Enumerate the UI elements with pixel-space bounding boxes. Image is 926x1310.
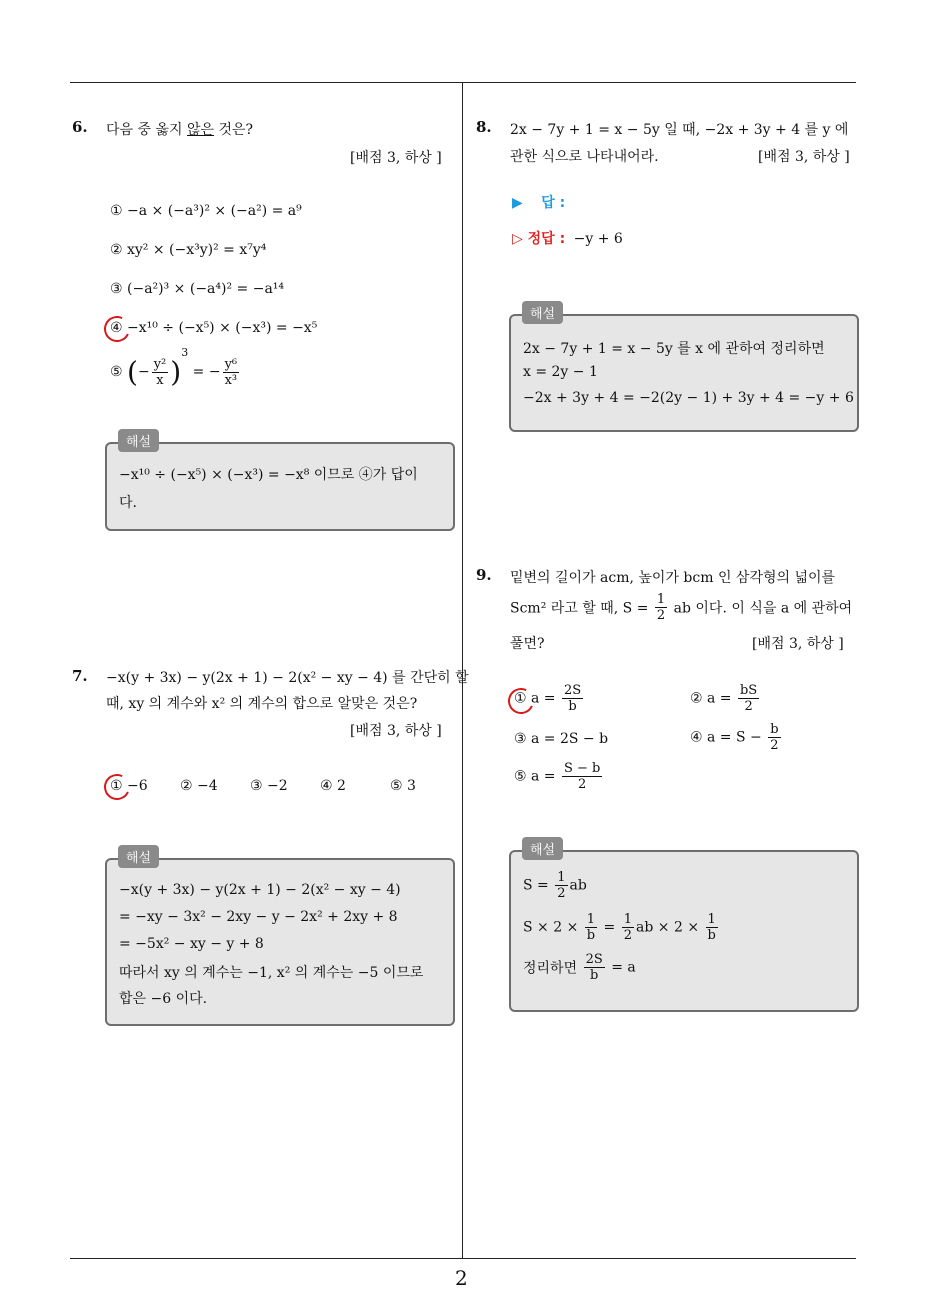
q9-choice-1[interactable]: ① a = $\frac{2S}{b}$ [514,683,582,714]
q7-sol-line-3: = −5x² − xy − y + 8 [119,936,264,952]
q7-question-line-1: −x(y + 3x) − y(2x + 1) − 2(x² − xy − 4) 를 간단히 할 [106,670,469,686]
q9-choice-4[interactable]: ④ a = S − $\frac{b}{2}$ [690,722,779,753]
q6-question: 다음 중 옳지 않은 것은? [106,122,254,138]
q9-sol-line-3: 정리하면 $\frac{2S}{b}$ = a [523,952,636,983]
bottom-rule [70,1258,856,1259]
q8-sol-line-3: −2x + 3y + 4 = −2(2y − 1) + 3y + 4 = −y + 6 [523,390,854,406]
q6-sol-line-2: 다. [119,495,137,511]
q8-answer-label: 답 : [541,195,566,211]
q6-solution-tag: 해설 [118,429,159,452]
q7-sol-line-1: −x(y + 3x) − y(2x + 1) − 2(x² − xy − 4) [119,882,401,898]
q8-question-line-2: 관한 식으로 나타내어라. [510,149,659,165]
q8-correct-value: −y + 6 [573,231,623,247]
q6-choice-3[interactable]: ③ (−a²)³ × (−a⁴)² = −a¹⁴ [110,281,285,297]
q6-choice-2[interactable]: ② xy² × (−x³y)² = x⁷y⁴ [110,242,267,258]
q6-solution-box [105,442,455,531]
q7-sol-line-4: 따라서 xy 의 계수는 −1, x² 의 계수는 −5 이므로 [119,965,424,981]
q9-question-line-3: 풀면? [510,636,545,652]
q9-question-line-1: 밑변의 길이가 acm, 높이가 bcm 인 삼각형의 넓이를 [510,570,836,586]
q6-choice-5[interactable]: ⑤ (− $\frac{\text{y²}}{x}$ )$^3$ = − $\frac{\text{y⁶}}{\text{x³}}$ [110,346,238,389]
top-rule [70,82,856,83]
q7-choice-4[interactable]: ④ 2 [320,778,346,794]
q7-sol-line-5: 합은 −6 이다. [119,991,208,1007]
q7-solution-tag: 해설 [118,845,159,868]
q7-choice-3[interactable]: ③ −2 [250,778,288,794]
answer-arrow-icon: ▶ [512,195,523,211]
q7-choice-5[interactable]: ⑤ 3 [390,778,416,794]
q8-solution-tag: 해설 [522,301,563,324]
q9-sol-line-2: S × 2 × $\frac{1}{b}$ = $\frac{1}{2}$ ab × 2 × $\frac{1}{b}$ [523,912,716,943]
q7-meta: [배점 3, 하상 ] [350,723,442,739]
q6-sol-line-1: −x¹⁰ ÷ (−x⁵) × (−x³) = −x⁸ 이므로 ④가 답이 [119,467,418,483]
q8-question-line-1: 2x − 7y + 1 = x − 5y 일 때, −2x + 3y + 4 를 y 에 [510,122,849,138]
q9-meta: [배점 3, 하상 ] [752,636,844,652]
q8-sol-line-2: x = 2y − 1 [523,364,598,380]
q6-choice-4[interactable]: ④ −x¹⁰ ÷ (−x⁵) × (−x³) = −x⁵ [110,320,318,336]
q7-number: 7. [72,667,88,685]
q8-meta: [배점 3, 하상 ] [758,149,850,165]
q9-sol-line-1: S = $\frac{1}{2}$ ab [523,870,587,901]
q8-solution-box [509,314,859,432]
q7-choice-1[interactable]: ① −6 [110,778,148,794]
q8-sol-line-1: 2x − 7y + 1 = x − 5y 를 x 에 관하여 정리하면 [523,341,825,357]
q7-solution-box [105,858,455,1026]
q7-sol-line-2: = −xy − 3x² − 2xy − y − 2x² + 2xy + 8 [119,909,398,925]
q9-question-line-2: Scm² 라고 할 때, S = $\frac{1}{2}$ ab 이다. 이 식을 a 에 관하여 [510,592,853,623]
q9-choice-2[interactable]: ② a = $\frac{bS}{2}$ [690,683,758,714]
q8-number: 8. [476,118,492,136]
q8-correct-answer [512,228,623,248]
q9-choice-3[interactable]: ③ a = 2S − b [514,731,609,747]
q6-choice-1[interactable]: ① −a × (−a³)² × (−a²) = a⁹ [110,203,302,219]
q9-solution-box [509,850,859,1012]
q9-number: 9. [476,566,492,584]
q8-correct-label: ▷ 정답 : [512,231,566,247]
q6-meta: [배점 3, 하상 ] [350,150,442,166]
page-number: 2 [455,1266,468,1290]
q6-number: 6. [72,118,88,136]
q8-answer-field[interactable] [512,192,565,212]
q9-solution-tag: 해설 [522,837,563,860]
q7-choice-2[interactable]: ② −4 [180,778,218,794]
q9-choice-5[interactable]: ⑤ a = $\frac{S - b}{2}$ [514,761,601,792]
q7-question-line-2: 때, xy 의 계수와 x² 의 계수의 합으로 알맞은 것은? [106,696,418,712]
